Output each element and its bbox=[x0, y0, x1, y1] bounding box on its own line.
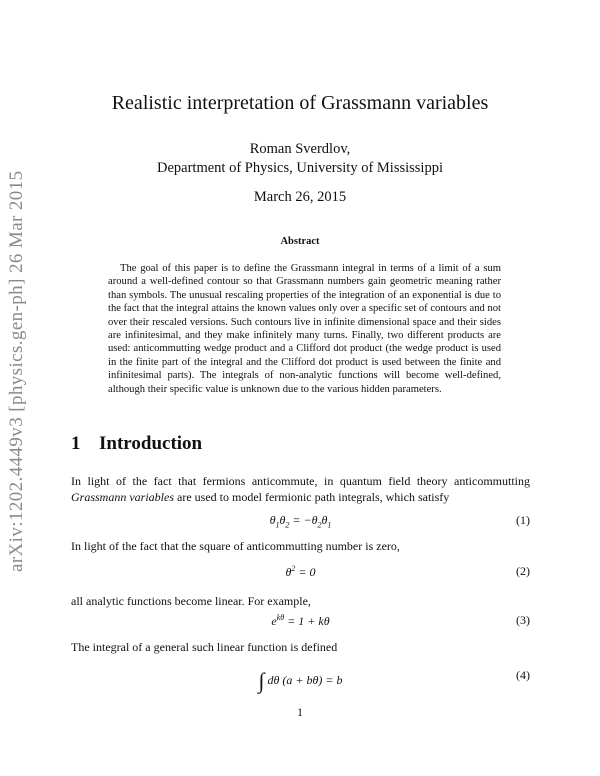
paper-title: Realistic interpretation of Grassmann variables bbox=[111, 92, 489, 114]
equation-1 bbox=[71, 513, 530, 531]
equation-2 bbox=[71, 564, 530, 582]
paragraph-3: all analytic functions become linear. For example, bbox=[71, 594, 311, 608]
abstract-heading: Abstract bbox=[280, 236, 320, 247]
paragraph-2: In light of the fact that the square of anticommutting number is zero, bbox=[71, 539, 400, 553]
equation-3-expression: $e^{k\theta} = 1 + k\theta$ bbox=[271, 613, 330, 628]
paper-date: March 26, 2015 bbox=[253, 189, 347, 205]
section-number: 1 bbox=[71, 433, 81, 454]
equation-4-expression: ∫ dθ (a + bθ) = b bbox=[258, 668, 343, 693]
abstract-text: The goal of this paper is to define the Grassmann integral in terms of a limit of a sum around a well-defined contour so that Grassmann numbers gain geometric meaning rather than symbols. The unusual rescaling properties of the integration of an exponential is due to the fact that the integral attains the known values only over a specific set of contours and not over their rescaled versions. Such contours live in infinite dimensional space and their sides are infinitesimal, and they make infinitely many turns. Finally, two different products are used: anticommutting wedge product and a Clifford dot product (the wedge product is used in the finite part of the integral and the Clifford dot product is used between the finite and infinitesimal parts). The integrals of non-analytic functions will become well-defined, although their specific value is unknown due to the various hidden parameters. bbox=[108, 263, 501, 395]
page-number: 1 bbox=[297, 705, 303, 719]
equation-3-number: (3) bbox=[516, 613, 530, 627]
equation-2-expression: $\theta^2 = 0$ bbox=[285, 564, 316, 579]
paragraph-1-start: In light of the fact that fermions anticommute, in quantum field theory anticommutting bbox=[71, 474, 530, 488]
paragraph-1-end: are used to model fermionic path integrals, which satisfy bbox=[174, 489, 450, 504]
arxiv-stamp: arXiv:1202.4449v3 [physics.gen-ph] 26 Mar 2015 bbox=[6, 170, 27, 572]
section-title: Introduction bbox=[99, 433, 203, 454]
author-block bbox=[60, 140, 540, 178]
integral-sign: ∫ bbox=[258, 668, 265, 693]
equation-3 bbox=[71, 613, 530, 631]
equation-2-number: (2) bbox=[516, 564, 530, 578]
equation-1-expression: $\theta_1\theta_2 = -\theta_2\theta_1$ bbox=[269, 513, 332, 530]
equation-4-number: (4) bbox=[516, 668, 530, 682]
paragraph-1 bbox=[71, 474, 530, 505]
equation-4 bbox=[71, 668, 530, 693]
section-heading bbox=[71, 433, 202, 455]
paragraph-4: The integral of a general such linear function is defined bbox=[71, 640, 338, 654]
grassmann-variables-term: Grassmann variables bbox=[71, 489, 175, 504]
equation-1-number: (1) bbox=[516, 513, 530, 527]
author-affiliation: Department of Physics, University of Mississippi bbox=[157, 160, 443, 176]
author-name: Roman Sverdlov, bbox=[249, 141, 351, 157]
